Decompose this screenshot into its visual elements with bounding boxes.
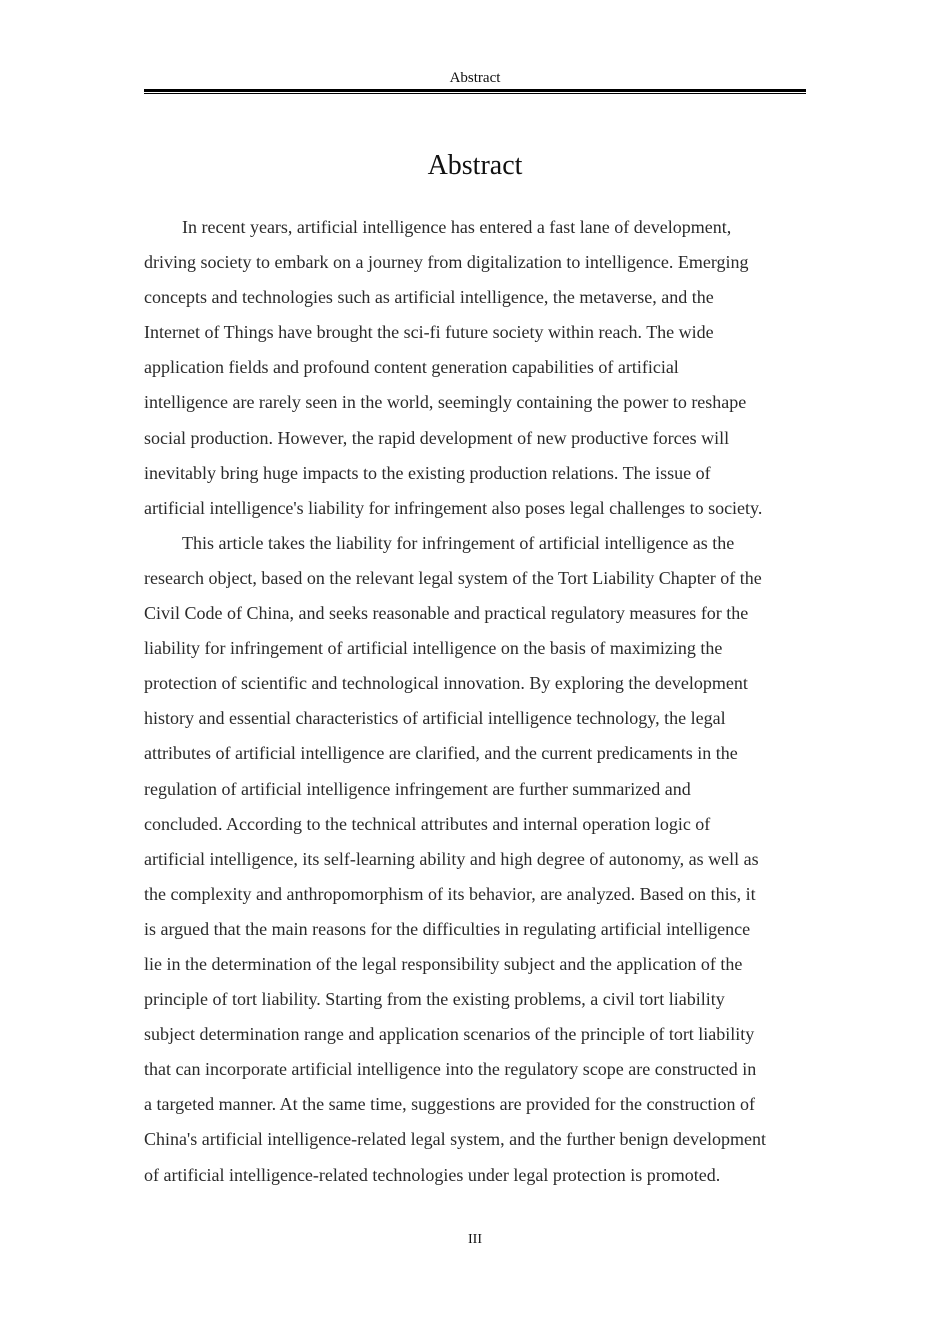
text-line: subject determination range and application scenarios of the principle of tort liability	[144, 1024, 755, 1045]
text-line: research object, based on the relevant legal system of the Tort Liability Chapter of the	[144, 567, 762, 588]
page-number: III	[468, 1232, 482, 1247]
running-header: Abstract	[449, 70, 501, 86]
header-double-rule	[144, 89, 806, 94]
text-line: attributes of artificial intelligence are clarified, and the current predicaments in the	[144, 743, 738, 764]
text-line: Internet of Things have brought the sci-fi future society within reach. The wide	[144, 322, 714, 343]
abstract-paragraph-2	[144, 526, 806, 1193]
abstract-body	[144, 210, 806, 1193]
text-line: liability for infringement of artificial intelligence on the basis of maximizing the	[144, 638, 723, 659]
text-line: principle of tort liability. Starting from the existing problems, a civil tort liability	[144, 989, 725, 1010]
text-line: inevitably bring huge impacts to the existing production relations. The issue of	[144, 462, 711, 483]
text-line: protection of scientific and technological innovation. By exploring the development	[144, 673, 748, 694]
text-line: is argued that the main reasons for the difficulties in regulating artificial intelligence	[144, 918, 751, 939]
text-line: lie in the determination of the legal responsibility subject and the application of the	[144, 953, 743, 974]
text-line: concepts and technologies such as artificial intelligence, the metaverse, and the	[144, 287, 714, 308]
text-line: social production. However, the rapid development of new productive forces will	[144, 427, 730, 448]
text-line: application fields and profound content generation capabilities of artificial	[144, 357, 679, 378]
text-line: China's artificial intelligence-related legal system, and the further benign development	[144, 1129, 767, 1150]
abstract-paragraph-1	[144, 210, 806, 526]
text-line: artificial intelligence's liability for infringement also poses legal challenges to society.	[144, 497, 763, 518]
text-line: driving society to embark on a journey from digitalization to intelligence. Emerging	[144, 252, 749, 273]
text-line: In recent years, artificial intelligence has entered a fast lane of development,	[182, 217, 732, 237]
text-line: intelligence are rarely seen in the world, seemingly containing the power to reshape	[144, 392, 747, 413]
text-line: regulation of artificial intelligence infringement are further summarized and	[144, 778, 691, 799]
text-line: This article takes the liability for infringement of artificial intelligence as the	[182, 532, 735, 553]
text-line: history and essential characteristics of artificial intelligence technology, the legal	[144, 708, 726, 729]
text-line: of artificial intelligence-related technologies under legal protection is promoted.	[144, 1164, 721, 1185]
page-title: Abstract	[427, 150, 523, 181]
text-line: concluded. According to the technical attributes and internal operation logic of	[144, 813, 711, 834]
text-line: a targeted manner. At the same time, suggestions are provided for the construction of	[144, 1094, 755, 1115]
text-line: artificial intelligence, its self-learning ability and high degree of autonomy, as well as	[144, 848, 759, 869]
text-line: the complexity and anthropomorphism of its behavior, are analyzed. Based on this, it	[144, 883, 756, 904]
text-line: that can incorporate artificial intelligence into the regulatory scope are constructed in	[144, 1059, 757, 1080]
text-line: Civil Code of China, and seeks reasonable and practical regulatory measures for the	[144, 603, 749, 624]
